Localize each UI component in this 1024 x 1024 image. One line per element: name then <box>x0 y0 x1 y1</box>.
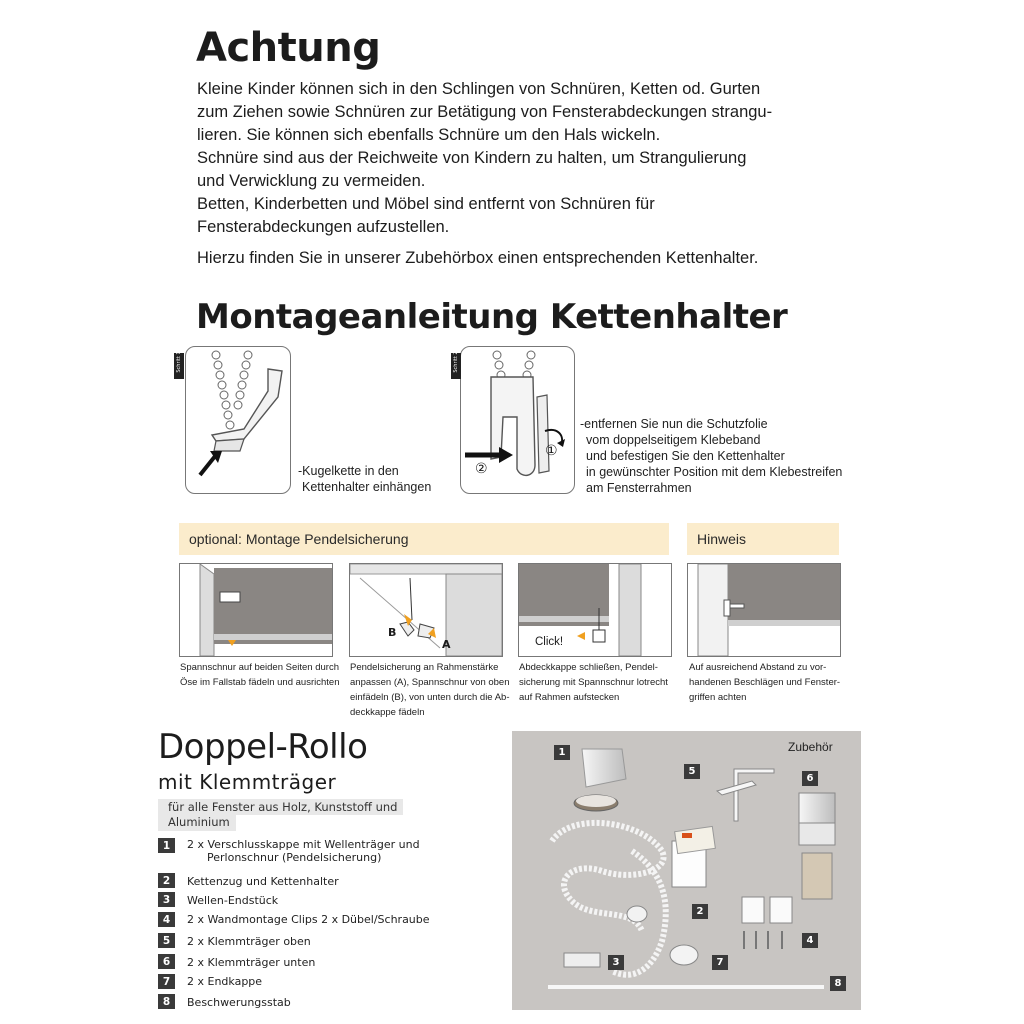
threading-illustration <box>180 564 332 656</box>
caption-line: -Kugelkette in den <box>298 464 399 478</box>
legend-number: 5 <box>158 933 175 948</box>
optional-panel-2 <box>349 563 503 657</box>
step2-marker-1: ① <box>545 443 558 459</box>
caption-line: vom doppelseitigem Klebeband <box>586 433 761 447</box>
warning-title: Achtung <box>196 25 381 71</box>
legend-item <box>158 974 262 989</box>
hint-caption <box>689 660 849 705</box>
caption-line: Öse im Fallstab fädeln und ausrichten <box>180 677 340 688</box>
hint-header: Hinweis <box>697 531 747 547</box>
caption-line: Abdeckkappe schließen, Pendel- <box>519 662 658 673</box>
caption-line: Spannschnur auf beiden Seiten durch <box>180 662 339 673</box>
warning-line: Fensterabdeckungen aufzustellen. <box>197 218 450 236</box>
step2-caption <box>580 416 860 496</box>
warning-line: lieren. Sie können sich ebenfalls Schnüre um den Hals wickeln. <box>197 126 661 144</box>
legend-item <box>158 838 420 864</box>
adjust-illustration <box>350 564 502 656</box>
step1-illustration <box>176 346 291 494</box>
step2-marker-2: ② <box>475 461 488 477</box>
suitability-line: für alle Fenster aus Holz, Kunststoff und <box>158 799 403 815</box>
caption-line: auf Rahmen aufstecken <box>519 692 620 703</box>
warning-text <box>197 78 817 270</box>
product-title: Doppel-Rollo <box>158 727 368 767</box>
warning-line: zum Ziehen sowie Schnüren zur Betätigung von Fensterabdeckungen strangu- <box>197 103 773 121</box>
legend-item <box>158 873 339 888</box>
suitability-box <box>158 799 448 831</box>
optional-panel-3-caption <box>519 660 679 705</box>
legend-text: 2 x Endkappe <box>187 975 263 988</box>
optional-header-band <box>179 523 669 555</box>
click-label: Click! <box>535 636 564 648</box>
warning-line: Kleine Kinder können sich in den Schlingen von Schnüren, Ketten od. Gurten <box>197 80 761 98</box>
photo-label-1: 1 <box>554 745 570 760</box>
legend-number: 6 <box>158 954 175 969</box>
label-a: A <box>442 638 451 651</box>
photo-label-2: 2 <box>692 904 708 919</box>
caption-line: -entfernen Sie nun die Schutzfolie <box>580 417 768 431</box>
legend-text: 2 x Klemmträger unten <box>187 956 316 969</box>
caption-line: Kettenhalter einhängen <box>302 480 432 494</box>
optional-header: optional: Montage Pendelsicherung <box>189 531 409 547</box>
caption-line: am Fensterrahmen <box>586 481 692 495</box>
legend-text: 2 x Klemmträger oben <box>187 935 311 948</box>
optional-panel-2-caption <box>350 660 510 720</box>
caption-line: und befestigen Sie den Kettenhalter <box>586 449 785 463</box>
legend-number: 2 <box>158 873 175 888</box>
warning-hint: Hierzu finden Sie in unserer Zubehörbox einen entsprechenden Kettenhalter. <box>197 249 759 267</box>
accessories-photo <box>512 731 861 1010</box>
photo-label-4: 4 <box>802 933 818 948</box>
legend-number: 1 <box>158 838 175 853</box>
optional-panel-3 <box>518 563 672 657</box>
chain-holder-icon <box>186 347 290 493</box>
photo-label-6: 6 <box>802 771 818 786</box>
legend-item <box>158 994 291 1009</box>
warning-line: Betten, Kinderbetten und Möbel sind entfernt von Schnüren für <box>197 195 655 213</box>
step1-tab-label: Schritt 1 <box>176 351 182 373</box>
hint-panel <box>687 563 841 657</box>
legend-line: Perlonschnur (Pendelsicherung) <box>207 851 382 864</box>
caption-line: einfädeln (B), von unten durch die Ab- <box>350 692 510 703</box>
legend-number: 8 <box>158 994 175 1009</box>
caption-line: Auf ausreichend Abstand zu vor- <box>689 662 827 673</box>
legend-item <box>158 892 278 907</box>
warning-line: Schnüre sind aus der Reichweite von Kindern zu halten, um Strangulierung <box>197 149 747 167</box>
caption-line: deckkappe fädeln <box>350 707 425 718</box>
photo-label-5: 5 <box>684 764 700 779</box>
mounting-title: Montageanleitung Kettenhalter <box>196 297 788 337</box>
photo-label-3: 3 <box>608 955 624 970</box>
legend-text: Kettenzug und Kettenhalter <box>187 875 339 888</box>
warning-line: und Verwicklung zu vermeiden. <box>197 172 426 190</box>
label-b: B <box>388 626 397 639</box>
caption-line: handenen Beschlägen und Fenster- <box>689 677 841 688</box>
legend-item <box>158 933 311 948</box>
legend-text: Beschwerungsstab <box>187 996 291 1009</box>
step2-illustration <box>453 346 575 494</box>
product-subtitle: mit Klemmträger <box>158 770 337 794</box>
legend-number: 7 <box>158 974 175 989</box>
caption-line: in gewünschter Position mit dem Klebestreifen <box>586 465 843 479</box>
legend-item <box>158 954 315 969</box>
optional-panel-1-caption <box>180 660 340 690</box>
caption-line: griffen achten <box>689 692 747 703</box>
hint-header-band <box>687 523 839 555</box>
legend-text: Wellen-Endstück <box>187 894 279 907</box>
caption-line: anpassen (A), Spannschnur von oben <box>350 677 510 688</box>
photo-label-8: 8 <box>830 976 846 991</box>
accessories-title: Zubehör <box>788 740 833 754</box>
legend-number: 3 <box>158 892 175 907</box>
caption-line: sicherung mit Spannschnur lotrecht <box>519 677 668 688</box>
legend-line: 2 x Verschlusskappe mit Wellenträger und <box>187 838 420 851</box>
step1-caption <box>298 463 448 495</box>
legend-text: 2 x Wandmontage Clips 2 x Dübel/Schraube <box>187 913 430 926</box>
legend-text <box>187 838 420 864</box>
step2-tab-label: Schritt 2 <box>453 351 459 373</box>
window-handle-illustration <box>688 564 840 656</box>
legend-item <box>158 912 430 927</box>
photo-label-7: 7 <box>712 955 728 970</box>
suitability-line: Aluminium <box>158 815 236 831</box>
optional-panel-1 <box>179 563 333 657</box>
caption-line: Pendelsicherung an Rahmenstärke <box>350 662 499 673</box>
legend-number: 4 <box>158 912 175 927</box>
